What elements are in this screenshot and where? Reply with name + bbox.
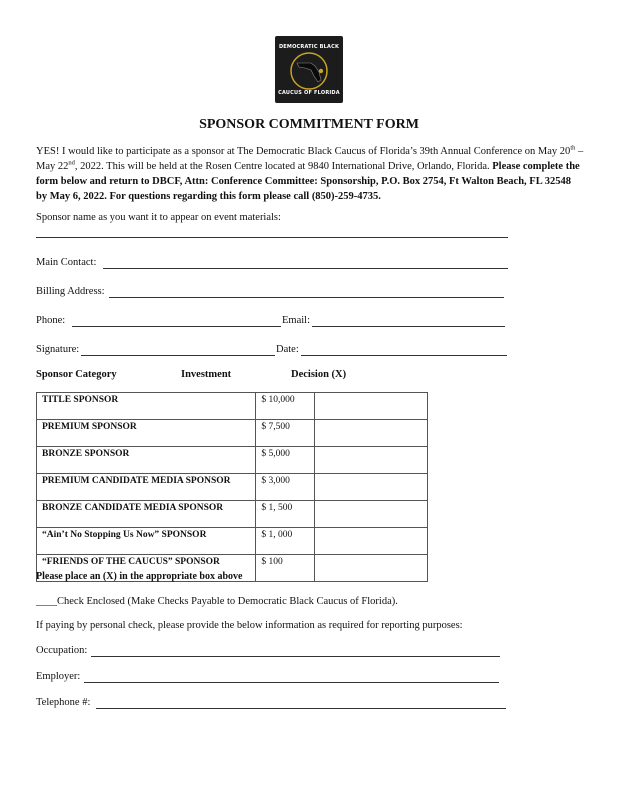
signature-label: Signature: — [36, 344, 80, 355]
decision-box[interactable] — [315, 501, 428, 528]
placement-note: Please place an (X) in the appropriate box above — [36, 571, 243, 582]
email-field[interactable] — [312, 326, 505, 327]
intro-sup-2: nd — [68, 159, 75, 167]
occupation-label: Occupation: — [36, 645, 88, 656]
investment-cell: $ 7,500 — [256, 420, 315, 447]
sponsor-name-field[interactable] — [36, 237, 508, 238]
sponsor-row — [37, 420, 428, 447]
main-contact-label: Main Contact: — [36, 257, 97, 268]
employer-label: Employer: — [36, 671, 81, 682]
sponsor-category-cell: PREMIUM SPONSOR — [37, 420, 256, 447]
check-enclosed-text: ____Check Enclosed (Make Checks Payable to Democratic Black Caucus of Florida). — [36, 596, 398, 607]
signature-field[interactable] — [81, 355, 275, 356]
sponsor-category-cell: “FRIENDS OF THE CAUCUS” SPONSOR — [37, 555, 256, 582]
occupation-field[interactable] — [91, 656, 500, 657]
investment-cell: $ 100 — [256, 555, 315, 582]
sponsor-row — [37, 501, 428, 528]
telephone-field[interactable] — [96, 708, 506, 709]
decision-box[interactable] — [315, 420, 428, 447]
check-enclosed-line[interactable] — [36, 596, 398, 607]
decision-box[interactable] — [315, 555, 428, 582]
personal-check-note: If paying by personal check, please provide the below information as required for reporting purposes: — [36, 620, 463, 631]
sun-icon — [319, 69, 323, 73]
page-title: SPONSOR COMMITMENT FORM — [199, 117, 419, 132]
investment-cell: $ 1, 500 — [256, 501, 315, 528]
intro-text-3: , 2022. This will be held at the Rosen Centre located at 9840 International Drive, Orlando, Florida. — [74, 161, 493, 172]
intro-text-2: – May 22 — [36, 146, 584, 172]
investment-cell: $ 1, 000 — [256, 528, 315, 555]
sponsor-category-cell: PREMIUM CANDIDATE MEDIA SPONSOR — [37, 474, 256, 501]
sponsor-category-header: Sponsor Category — [36, 369, 117, 380]
decision-box[interactable] — [315, 474, 428, 501]
billing-address-label: Billing Address: — [36, 286, 105, 297]
sponsor-category-cell: BRONZE SPONSOR — [37, 447, 256, 474]
investment-header: Investment — [181, 369, 232, 380]
sponsor-row — [37, 447, 428, 474]
billing-address-field[interactable] — [109, 297, 504, 298]
employer-field[interactable] — [84, 682, 499, 683]
decision-box[interactable] — [315, 393, 428, 420]
date-field[interactable] — [301, 355, 507, 356]
telephone-label: Telephone #: — [36, 697, 91, 708]
investment-cell: $ 3,000 — [256, 474, 315, 501]
intro-paragraph — [36, 144, 584, 204]
phone-field[interactable] — [72, 326, 281, 327]
main-contact-field[interactable] — [103, 268, 508, 269]
logo-text-bottom: CAUCUS OF FLORIDA — [278, 90, 340, 96]
date-label: Date: — [276, 344, 299, 355]
caucus-logo — [275, 36, 343, 103]
sponsor-category-cell: BRONZE CANDIDATE MEDIA SPONSOR — [37, 501, 256, 528]
sponsor-row — [37, 393, 428, 420]
decision-box[interactable] — [315, 447, 428, 474]
decision-box[interactable] — [315, 528, 428, 555]
email-label: Email: — [282, 315, 310, 326]
intro-sup-1: th — [570, 144, 576, 152]
sponsor-name-label: Sponsor name as you want it to appear on event materials: — [36, 212, 281, 223]
logo-text-top: DEMOCRATIC BLACK — [278, 44, 340, 50]
investment-cell: $ 5,000 — [256, 447, 315, 474]
sponsor-row — [37, 474, 428, 501]
intro-text-1: YES! I would like to participate as a sponsor at The Democratic Black Caucus of Florida’s 39th Annual Conference on May 20 — [36, 146, 571, 157]
sponsor-category-cell: “Ain’t No Stopping Us Now” SPONSOR — [37, 528, 256, 555]
intro-instructions: Please complete the form below and return to DBCF, Attn: Conference Committee: Sponsorship, P.O. Box 2754, Ft Walton Beach, FL 32548 by May 6, 2022. For questions regarding this form please call (850)-259-4735. — [36, 161, 580, 202]
sponsor-category-cell: TITLE SPONSOR — [37, 393, 256, 420]
investment-cell: $ 10,000 — [256, 393, 315, 420]
sponsor-table — [36, 392, 428, 582]
sponsor-row — [37, 528, 428, 555]
florida-map-icon — [297, 63, 321, 82]
decision-header: Decision (X) — [291, 369, 347, 380]
phone-label: Phone: — [36, 315, 66, 326]
